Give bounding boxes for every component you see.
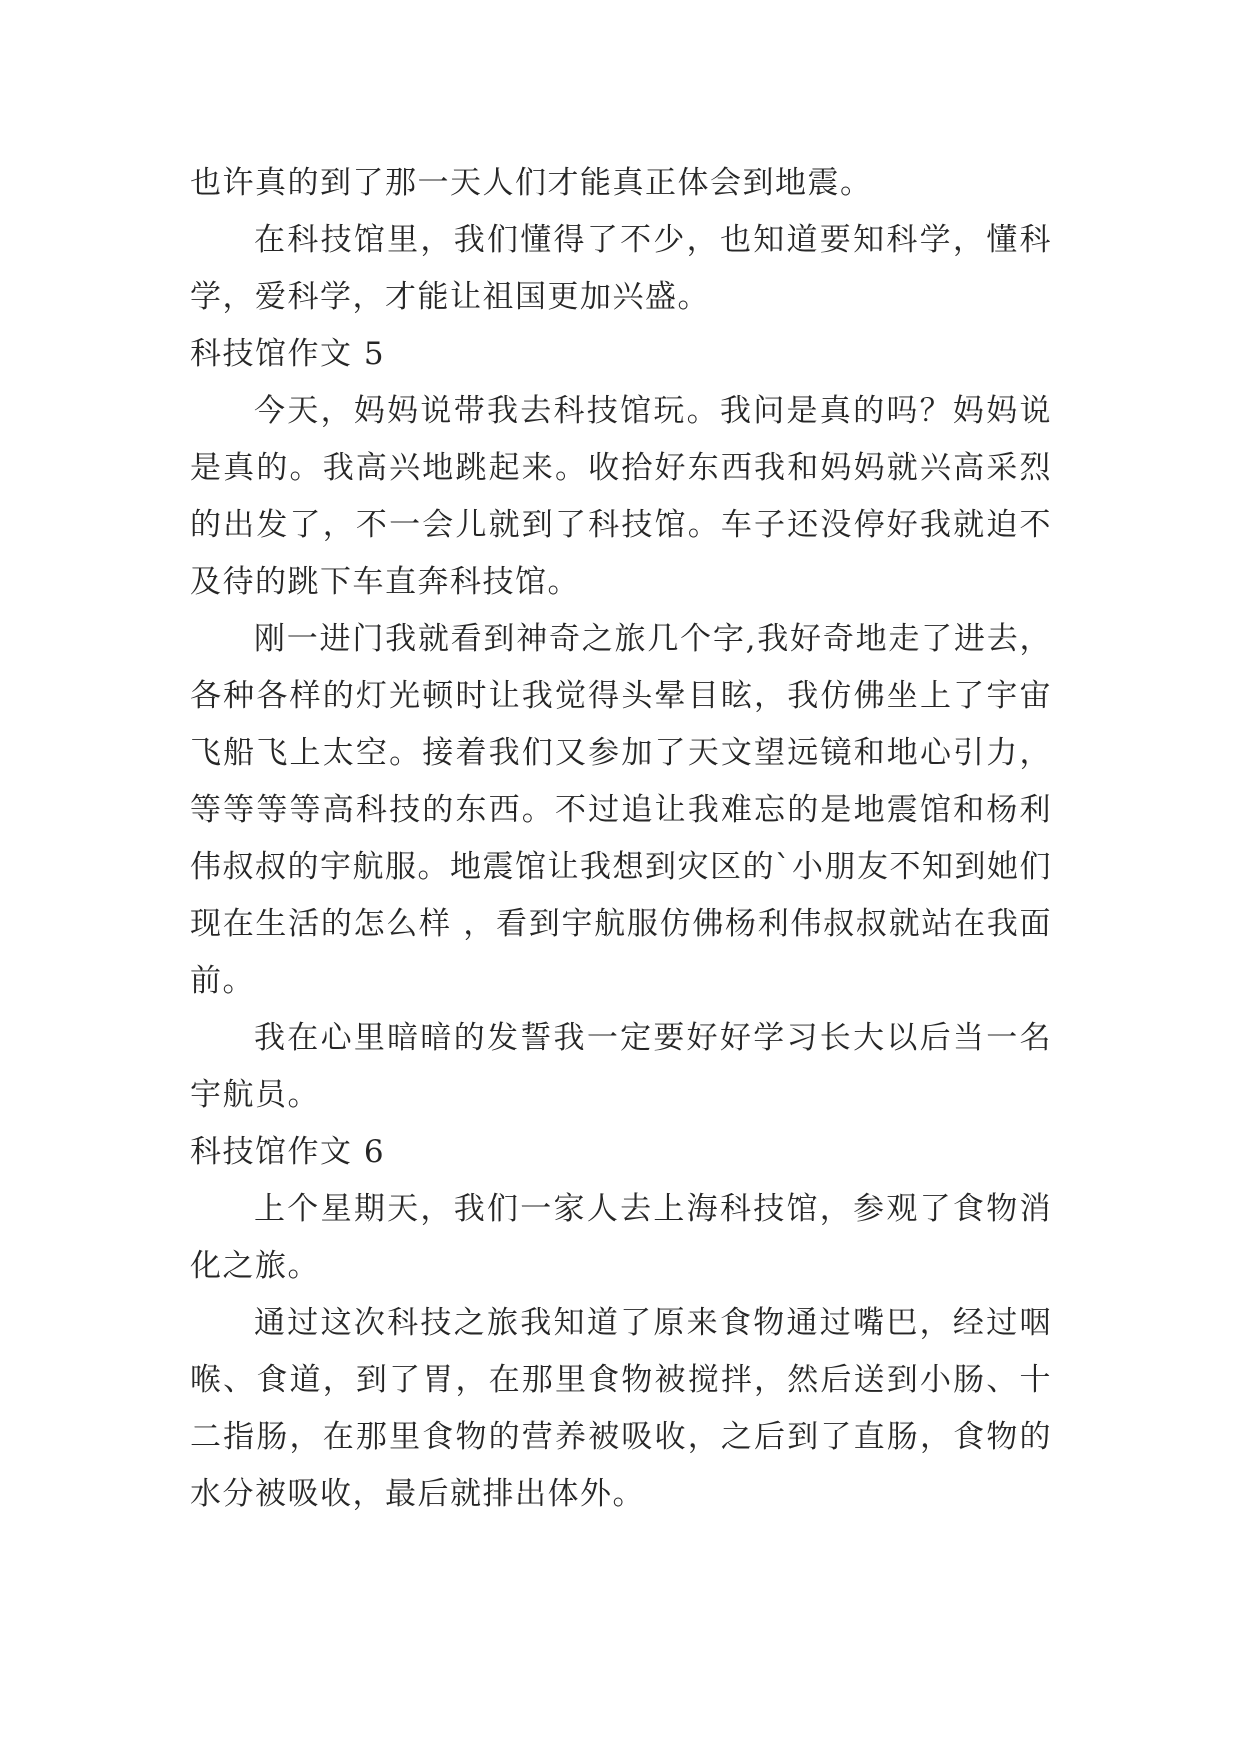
paragraph: 刚一进门我就看到神奇之旅几个字,我好奇地走了进去，各种各样的灯光顿时让我觉得头晕目眩，我仿佛坐上了宇宙飞船飞上太空。接着我们又参加了天文望远镜和地心引力，等等等等高科技的东西。不过追让我难忘的是地震馆和杨利伟叔叔的宇航服。地震馆让我想到灾区的`小朋友不知到她们现在生活的怎么样 ，看到宇航服仿佛杨利伟叔叔就站在我面前。 <box>190 621 1052 999</box>
paragraph: 今天，妈妈说带我去科技馆玩。我问是真的吗？妈妈说是真的。我高兴地跳起来。收拾好东西我和妈妈就兴高采烈的出发了，不一会儿就到了科技馆。车子还没停好我就迫不及待的跳下车直奔科技馆。 <box>190 393 1052 600</box>
paragraph: 上个星期天，我们一家人去上海科技馆，参观了食物消化之旅。 <box>190 1191 1052 1284</box>
section-heading: 科技馆作文 5 <box>190 336 386 372</box>
paragraph: 我在心里暗暗的发誓我一定要好好学习长大以后当一名宇航员。 <box>190 1020 1052 1113</box>
paragraph: 通过这次科技之旅我知道了原来食物通过嘴巴，经过咽喉、食道，到了胃，在那里食物被搅拌，然后送到小肠、十二指肠，在那里食物的营养被吸收，之后到了直肠，食物的水分被吸收，最后就排出体外。 <box>190 1305 1052 1512</box>
paragraph: 也许真的到了那一天人们才能真正体会到地震。 <box>190 165 873 201</box>
section-heading: 科技馆作文 6 <box>190 1134 386 1170</box>
document-body <box>190 155 1052 1523</box>
paragraph: 在科技馆里，我们懂得了不少，也知道要知科学，懂科学，爱科学，才能让祖国更加兴盛。 <box>190 222 1052 315</box>
